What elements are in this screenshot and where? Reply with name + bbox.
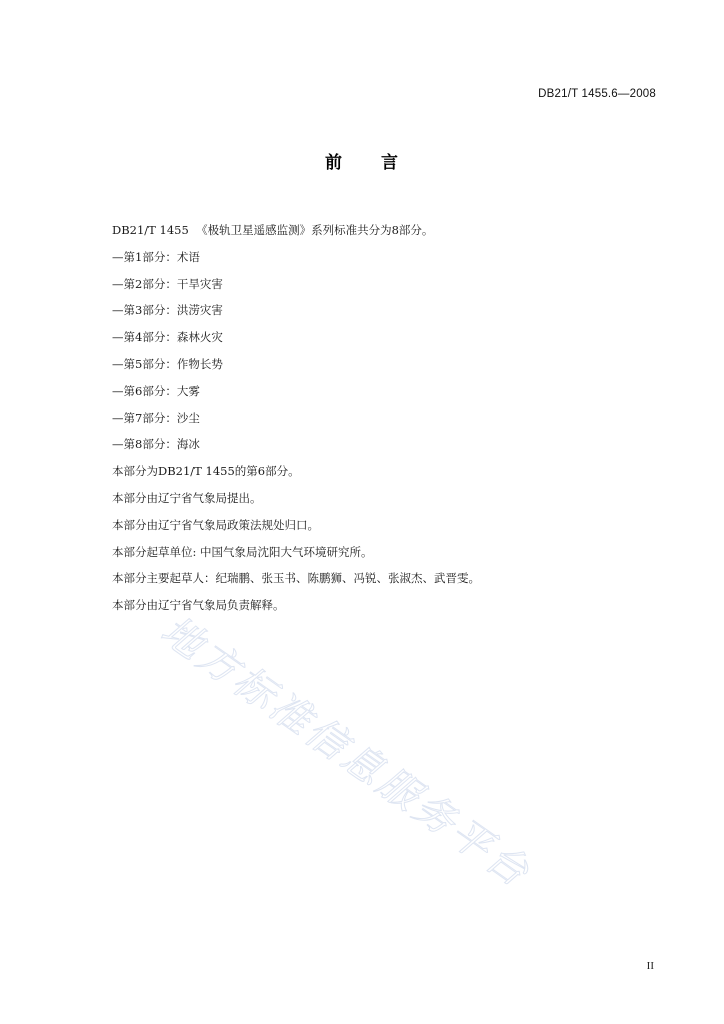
page-number: II xyxy=(646,960,654,972)
part-list-item: —第1部分：术语 xyxy=(112,249,200,264)
part-list-item: —第8部分：海冰 xyxy=(112,437,200,452)
part-list-item: —第7部分：沙尘 xyxy=(112,410,200,425)
statement-line: 本部分主要起草人：纪瑞鹏、张玉书、陈鹏狮、冯锐、张淑杰、武晋雯。 xyxy=(112,571,480,586)
title-char-left: 前 xyxy=(325,153,343,173)
statement-line: 本部分由辽宁省气象局负责解释。 xyxy=(112,598,285,613)
part-list-item: —第4部分：森林火灾 xyxy=(112,330,223,345)
part-list-item: —第6部分：大雾 xyxy=(112,383,200,398)
foreword-body xyxy=(112,220,632,622)
watermark: 地方标准信息服务平台 xyxy=(152,607,540,898)
part-list-item: —第3部分：洪涝灾害 xyxy=(112,303,223,318)
title-char-right: 言 xyxy=(381,153,399,173)
part-list-item: —第5部分：作物长势 xyxy=(112,356,223,371)
standard-code: DB21/T 1455.6—2008 xyxy=(538,88,656,100)
intro-line: DB21/T 1455 《极轨卫星遥感监测》系列标准共分为8部分。 xyxy=(112,223,434,237)
statement-line: 本部分为DB21/T 1455的第6部分。 xyxy=(112,464,300,479)
page-title xyxy=(0,148,724,173)
statement-line: 本部分由辽宁省气象局政策法规处归口。 xyxy=(112,517,319,532)
statement-line: 本部分起草单位: 中国气象局沈阳大气环境研究所。 xyxy=(112,544,373,559)
statement-line: 本部分由辽宁省气象局提出。 xyxy=(112,490,262,505)
part-list-item: —第2部分：干旱灾害 xyxy=(112,276,223,291)
